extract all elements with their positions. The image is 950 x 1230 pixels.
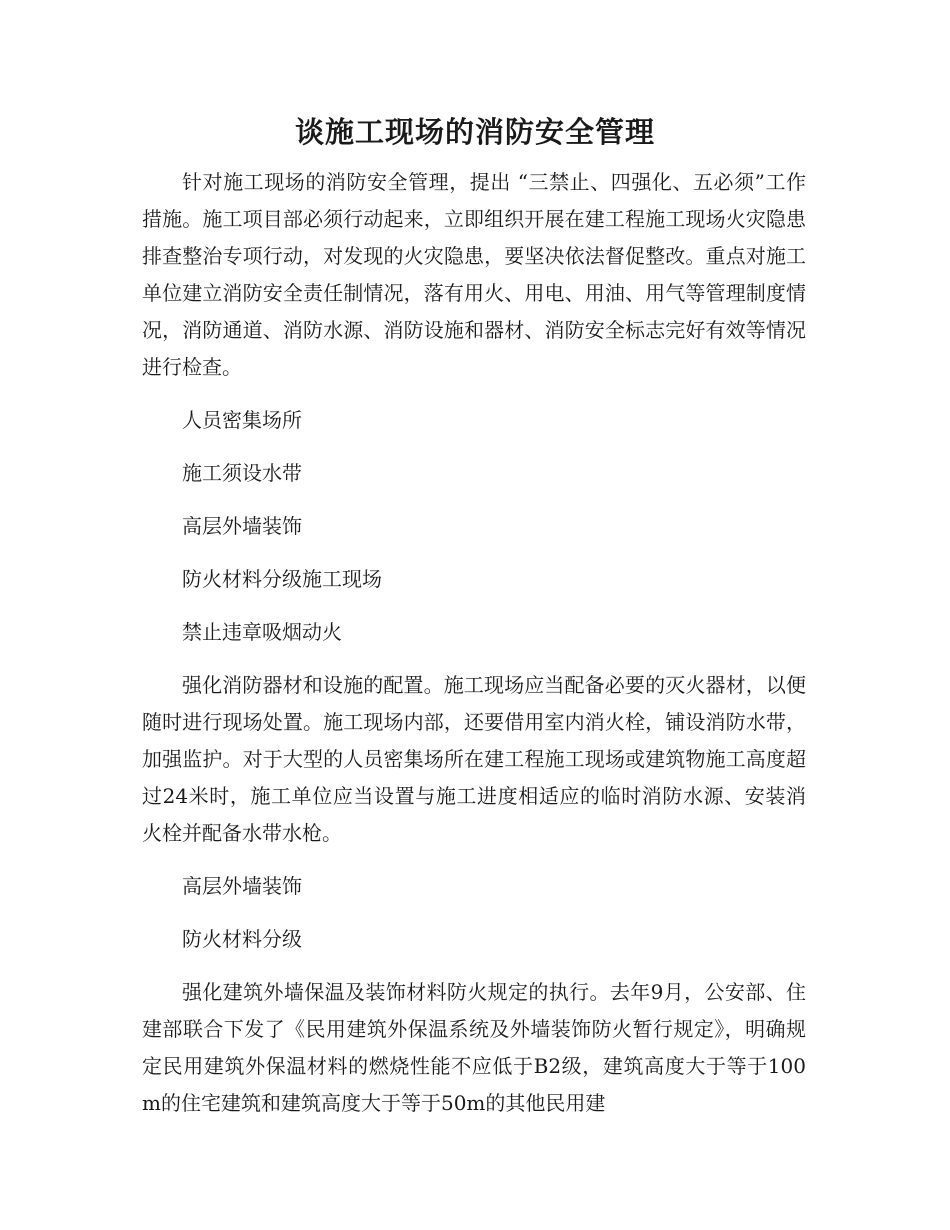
short-line: 高层外墙装饰 bbox=[182, 874, 302, 898]
document-title: 谈施工现场的消防安全管理 bbox=[294, 115, 655, 149]
paragraph: 强化建筑外墙保温及装饰材料防火规定的执行。去年9月，公安部、住建部联合下发了《民用建筑外保温系统及外墙装饰防火暂行规定》，明确规定民用建筑外保温材料的燃烧性能不应低于B2级，建筑高度大于等于100m的住宅建筑和建筑高度大于等于50m的其他民用建 bbox=[142, 980, 806, 1115]
short-line: 高层外墙装饰 bbox=[182, 514, 302, 538]
short-line: 防火材料分级施工现场 bbox=[182, 567, 382, 591]
document-body bbox=[142, 164, 806, 1122]
paragraph: 针对施工现场的消防安全管理，提出 “三禁止、四强化、五必须”工作措施。施工项目部必须行动起来，立即组织开展在建工程施工现场火灾隐患排查整治专项行动，对发现的火灾隐患，要坚决依法督促整改。重点对施工单位建立消防安全责任制情况，落有用火、用电、用油、用气等管理制度情况，消防通道、消防水源、消防设施和器材、消防安全标志完好有效等情况进行检查。 bbox=[142, 170, 806, 379]
short-line: 禁止违章吸烟动火 bbox=[182, 620, 342, 644]
short-line: 防火材料分级 bbox=[182, 927, 302, 951]
short-line: 人员密集场所 bbox=[182, 408, 302, 432]
short-line: 施工须设水带 bbox=[182, 461, 302, 485]
paragraph: 强化消防器材和设施的配置。施工现场应当配备必要的灭火器材，以便随时进行现场处置。施工现场内部，还要借用室内消火栓，铺设消防水带，加强监护。对于大型的人员密集场所在建工程施工现场或建筑物施工高度超过24米时，施工单位应当设置与施工进度相适应的临时消防水源、安装消火栓并配备水带水枪。 bbox=[142, 673, 806, 845]
